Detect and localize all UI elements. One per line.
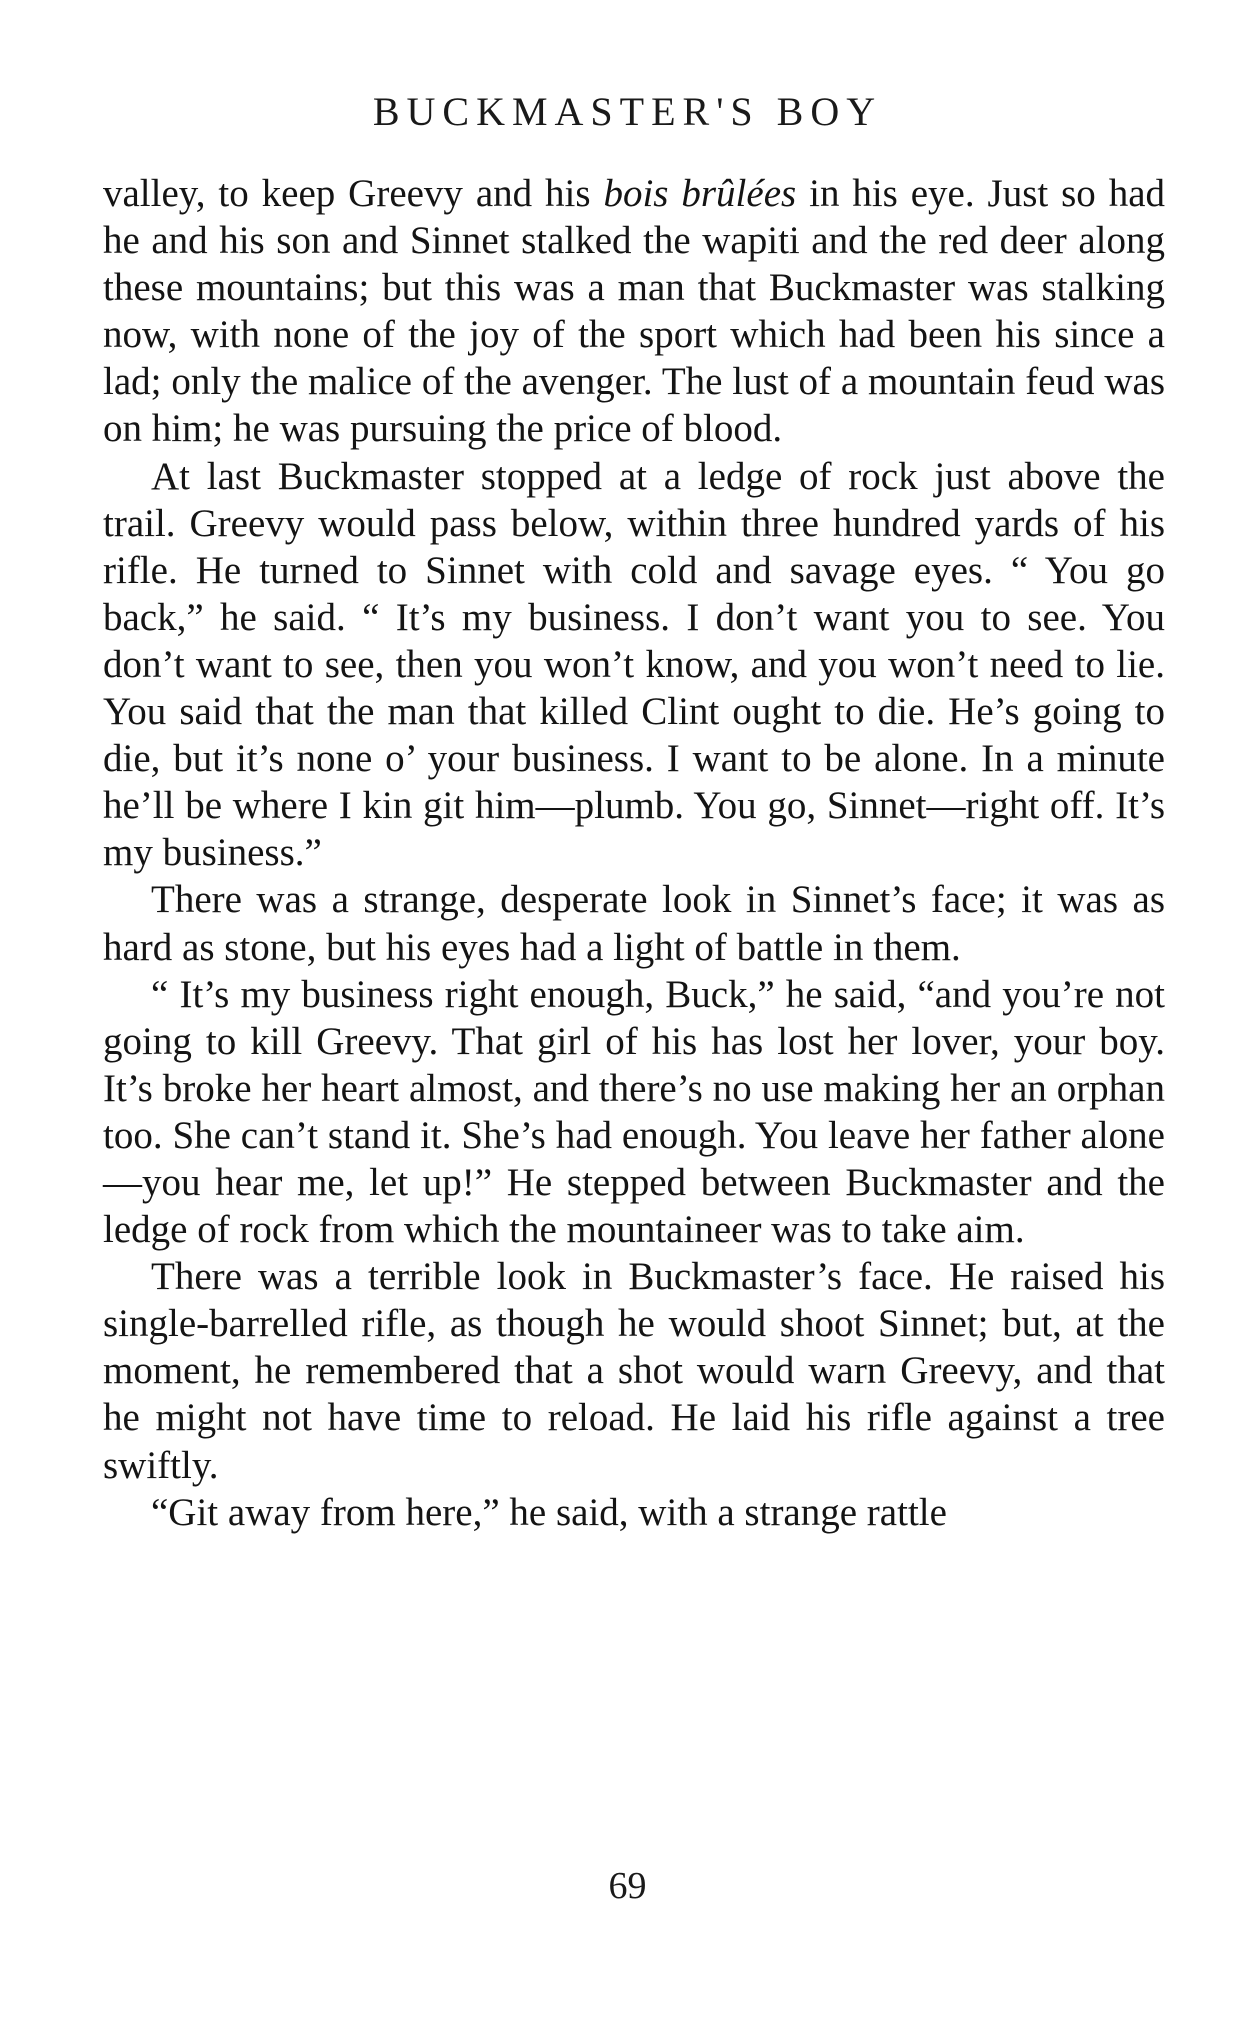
paragraph-6: “Git away from here,” he said, with a strange rattle — [151, 1490, 947, 1534]
paragraph-1 — [103, 170, 1165, 453]
running-head: BUCKMASTER'S BOY — [372, 89, 883, 134]
body-text — [103, 170, 1165, 1536]
paragraph-1-italic-phrase: bois brûlées — [603, 172, 797, 215]
paragraph-1-before: valley, to keep Greevy and his — [103, 172, 604, 215]
paragraph-3: There was a strange, desperate look in Sinnet’s face; it was as hard as stone, but his eyes had a light of battle in them. — [103, 878, 1165, 969]
page-number: 69 — [608, 1865, 647, 1907]
paragraph-2: At last Buckmaster stopped at a ledge of rock just above the trail. Greevy would pass below, within three hundred yards of his rifle. He turned to Sinnet with cold and savage eyes. “ You go back,” he said. “ It’s my business. I don’t want you to see. You don’t want to see, then you won’t know, and you won’t need to lie. You said that the man that killed Clint ought to die. He’s going to die, but it’s none o’ your business. I want to be alone. In a minute he’ll be where I kin git him—plumb. You go, Sinnet—right off. It’s my business.” — [103, 454, 1165, 875]
paragraph-5: There was a terrible look in Buckmaster’s face. He raised his single-barrelled rifle, as though he would shoot Sinnet; but, at the moment, he remembered that a shot would warn Greevy, and that he might not have time to reload. He laid his rifle against a tree swiftly. — [103, 1255, 1165, 1487]
paragraph-1-after: in his eye. Just so had he and his son and Sinnet stalked the wapiti and the red deer along these mountains; but this was a man that Buckmaster was stalking now, with none of the joy of the sport which had been his since a lad; only the malice of the avenger. The lust of a mountain feud was on him; he was pursuing the price of blood. — [103, 172, 1166, 451]
paragraph-4: “ It’s my business right enough, Buck,” he said, “and you’re not going to kill Greevy. That girl of his has lost her lover, your boy. It’s broke her heart almost, and there’s no use making her an orphan too. She can’t stand it. She’s had enough. You leave her father alone—you hear me, let up!” He stepped between Buckmaster and the ledge of rock from which the mountaineer was to take aim. — [103, 972, 1165, 1252]
